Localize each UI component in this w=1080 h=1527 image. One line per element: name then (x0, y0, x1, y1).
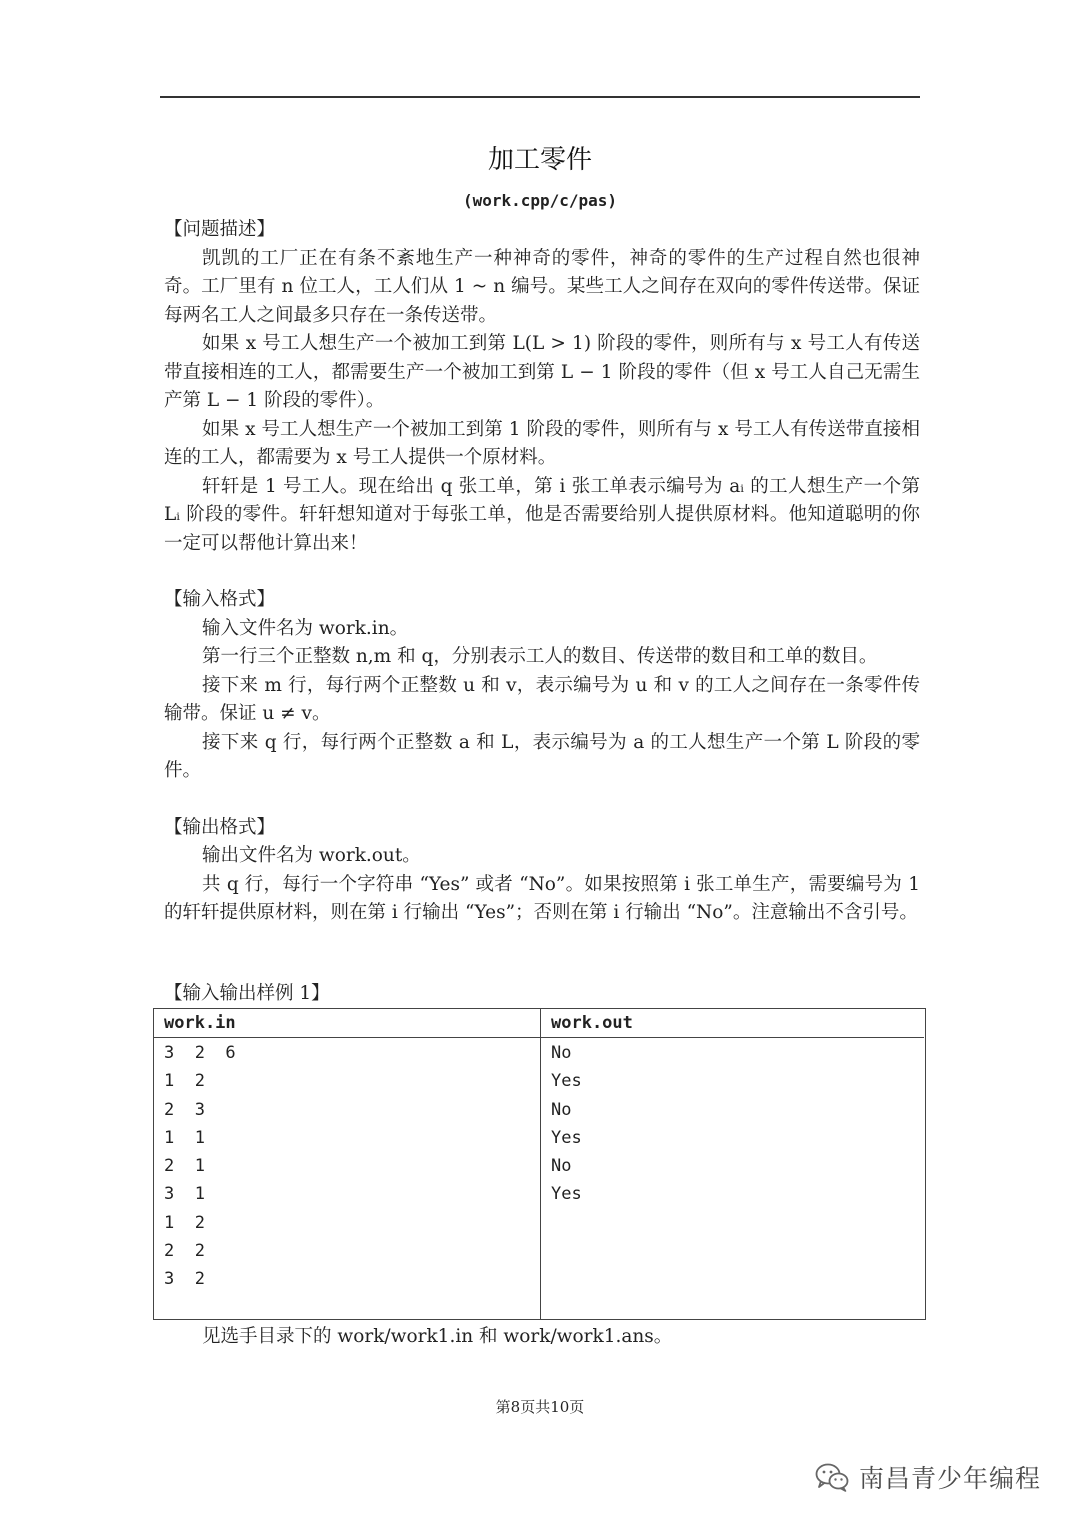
input-format-paragraph-3: 接下来 m 行，每行两个正整数 u 和 v，表示编号为 u 和 v 的工人之间存在一条零件传输带。保证 u ≠ v。 (164, 674, 920, 724)
problem-body (164, 216, 920, 928)
sample-input-line: 2 2 (164, 1241, 205, 1262)
input-format-paragraph-4: 接下来 q 行，每行两个正整数 a 和 L，表示编号为 a 的工人想生产一个第 L 阶段的零件。 (164, 731, 920, 781)
sample-input-line: 2 1 (164, 1156, 205, 1177)
problem-paragraph-4: 轩轩是 1 号工人。现在给出 q 张工单，第 i 张工单表示编号为 aᵢ 的工人想生产一个第 Lᵢ 阶段的零件。轩轩想知道对于每张工单，他是否需要给别人提供原材料。他知道聪明的你一定可以帮他计算出来！ (164, 475, 920, 554)
problem-paragraph-2: 如果 x 号工人想生产一个被加工到第 L(L > 1) 阶段的零件，则所有与 x 号工人有传送带直接相连的工人，都需要生产一个被加工到第 L − 1 阶段的零件（但 x 号工人自己无需生产第 L − 1 阶段的零件）。 (164, 333, 920, 411)
sample-files-note: 见选手目录下的 work/work1.in 和 work/work1.ans。 (202, 1326, 673, 1347)
sample-input-line: 1 2 (164, 1071, 205, 1092)
output-format-paragraph-2: 共 q 行，每行一个字符串 “Yes” 或者 “No”。如果按照第 i 张工单生产，需要编号为 1 的轩轩提供原材料，则在第 i 行输出 “Yes”；否则在第 i 行输出 “No”。注意输出不含引号。 (164, 873, 920, 923)
sample-output-line: No (551, 1156, 572, 1177)
sample-output-header: work.out (541, 1009, 924, 1038)
sample-output-line: No (551, 1043, 572, 1063)
problem-paragraph-1: 凯凯的工厂正在有条不紊地生产一种神奇的零件，神奇的零件的生产过程自然也很神奇。工厂里有 n 位工人，工人们从 1 ~ n 编号。某些工人之间存在双向的零件传送带。保证每两名工人之间最多只存在一条传送带。 (164, 247, 920, 326)
file-names-subtitle: (work.cpp/c/pas) (462, 191, 618, 210)
sample-output-column (541, 1009, 924, 1319)
sample-input-header: work.in (154, 1009, 540, 1038)
sample-io-table (153, 1008, 926, 1320)
sample-output-lines (541, 1038, 924, 1209)
sample-output-line: Yes (551, 1184, 582, 1205)
sample-input-line: 3 1 (164, 1184, 205, 1205)
sample-input-line: 2 3 (164, 1099, 205, 1120)
sample-input-lines (154, 1038, 540, 1294)
sample-input-line: 3 2 (164, 1269, 205, 1290)
page-title: 加工零件 (487, 145, 592, 175)
wechat-icon (815, 1462, 849, 1492)
watermark (815, 1457, 1041, 1497)
sample-output-line: No (551, 1099, 572, 1120)
top-rule (160, 96, 920, 98)
input-format-heading: 【输入格式】 (164, 589, 276, 610)
input-format-paragraph-1: 输入文件名为 work.in。 (202, 617, 409, 639)
example-heading: 【输入输出样例 1】 (164, 983, 330, 1004)
input-format-paragraph-2: 第一行三个正整数 n,m 和 q，分别表示工人的数目、传送带的数目和工单的数目。 (202, 646, 878, 667)
output-format-paragraph-1: 输出文件名为 work.out。 (202, 845, 421, 866)
page-number: 第8页共10页 (495, 1398, 585, 1416)
watermark-text: 南昌青少年编程 (859, 1464, 1042, 1493)
sample-output-line: Yes (551, 1127, 582, 1148)
sample-input-line: 3 2 6 (164, 1043, 236, 1063)
sample-input-line: 1 1 (164, 1127, 205, 1148)
problem-paragraph-3: 如果 x 号工人想生产一个被加工到第 1 阶段的零件，则所有与 x 号工人有传送带直接相连的工人，都需要为 x 号工人提供一个原材料。 (164, 418, 920, 468)
sample-input-column (154, 1009, 541, 1319)
sample-output-line: Yes (551, 1071, 582, 1092)
output-format-heading: 【输出格式】 (164, 816, 276, 838)
problem-heading: 【问题描述】 (164, 219, 276, 240)
sample-input-line: 1 2 (164, 1212, 205, 1233)
